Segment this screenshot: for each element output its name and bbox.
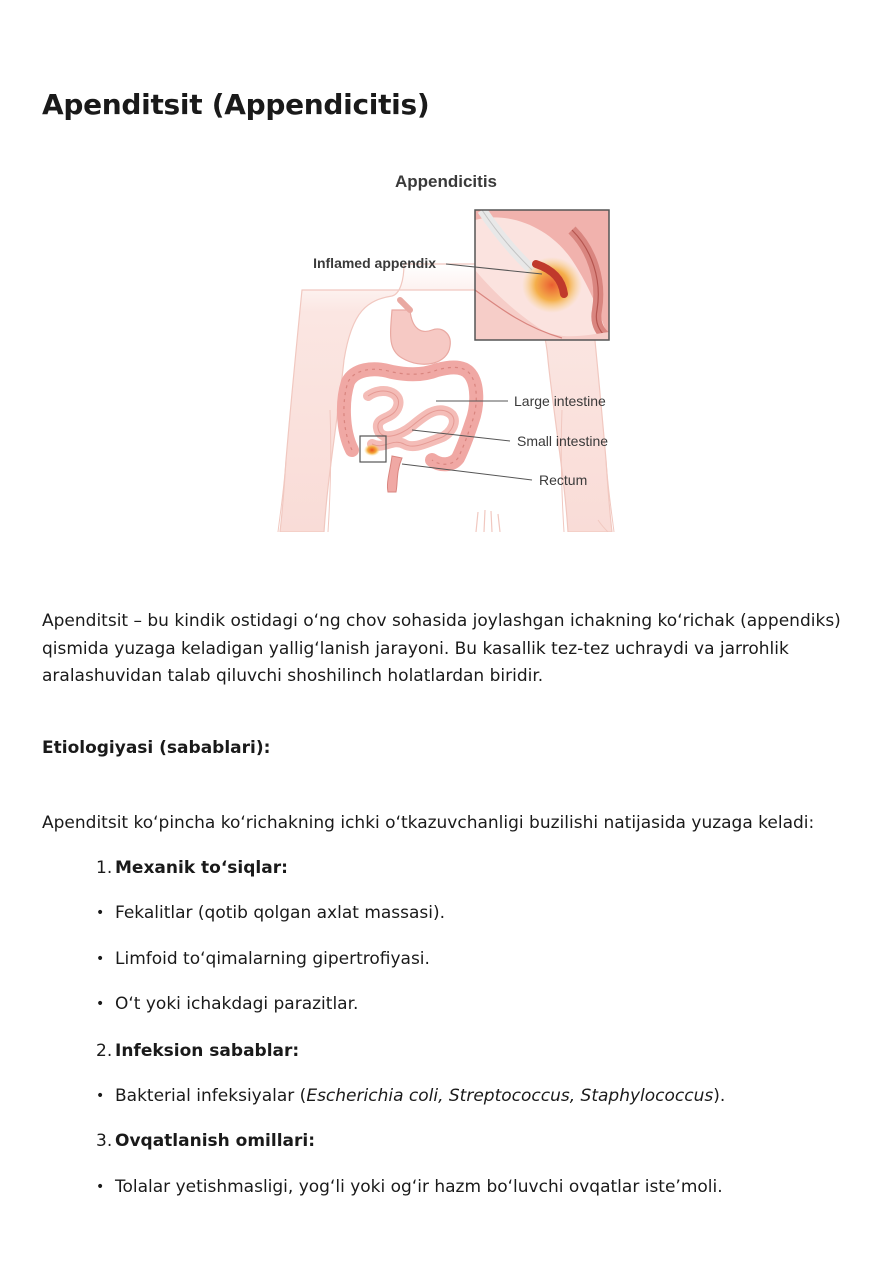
appendicitis-illustration xyxy=(272,160,632,532)
stomach xyxy=(391,310,451,364)
bullet-text: O‘t yoki ichakdagi parazitlar. xyxy=(115,994,359,1014)
bullet-text-suffix: ). xyxy=(713,1086,726,1106)
list-title: Ovqatlanish omillari: xyxy=(115,1131,316,1151)
intro-paragraph: Apenditsit – bu kindik ostidagi o‘ng chov sohasida joylashgan ichakning ko‘richak (appendiks) qismida yuzaga keladigan yallig‘lanish jarayoni. Bu kasallik tez-tez uchraydi va jarrohlik aralashuvidan talab qiluvchi shoshilinch holatlardan biridir. xyxy=(42,611,841,686)
bullet-dot: • xyxy=(96,905,105,921)
bullet-text: Limfoid to‘qimalarning gipertrofiyasi. xyxy=(115,949,430,969)
bullet-text-prefix: Bakterial infeksiyalar ( xyxy=(115,1086,307,1106)
bullet-dot: • xyxy=(96,1088,105,1104)
etiology-lead: Apenditsit ko‘pincha ko‘richakning ichki o‘tkazuvchanligi buzilishi natijasida yuzaga keladi: xyxy=(42,813,815,833)
bullet-text: Tolalar yetishmasligi, yog‘li yoki og‘ir hazm bo‘luvchi ovqatlar iste’moli. xyxy=(115,1177,723,1197)
rectum xyxy=(387,456,402,492)
label-large-intestine: Large intestine xyxy=(514,393,606,409)
bacteria-names: Escherichia coli, Streptococcus, Staphylococcus xyxy=(306,1086,714,1106)
bullet-dot: • xyxy=(96,951,105,967)
label-inflamed-appendix: Inflamed appendix xyxy=(313,255,436,271)
figure-title: Appendicitis xyxy=(394,172,498,191)
list-number: 2. xyxy=(96,1041,113,1061)
list-title: Mexanik to‘siqlar: xyxy=(115,858,288,878)
page-title: Apenditsit (Appendicitis) xyxy=(42,88,430,121)
label-small-intestine: Small intestine xyxy=(517,433,609,449)
inset-appendix-closeup xyxy=(475,210,609,340)
etiology-heading: Etiologiyasi (sabablari): xyxy=(42,738,271,758)
list-title: Infeksion sabablar: xyxy=(115,1041,300,1061)
bullet-text xyxy=(115,1084,725,1108)
bullet-dot: • xyxy=(96,1179,105,1195)
list-number: 1. xyxy=(96,858,113,878)
bullet-dot: • xyxy=(96,996,105,1012)
bullet-text: Fekalitlar (qotib qolgan axlat massasi). xyxy=(115,903,446,923)
label-rectum: Rectum xyxy=(539,472,588,488)
list-number: 3. xyxy=(96,1131,113,1151)
